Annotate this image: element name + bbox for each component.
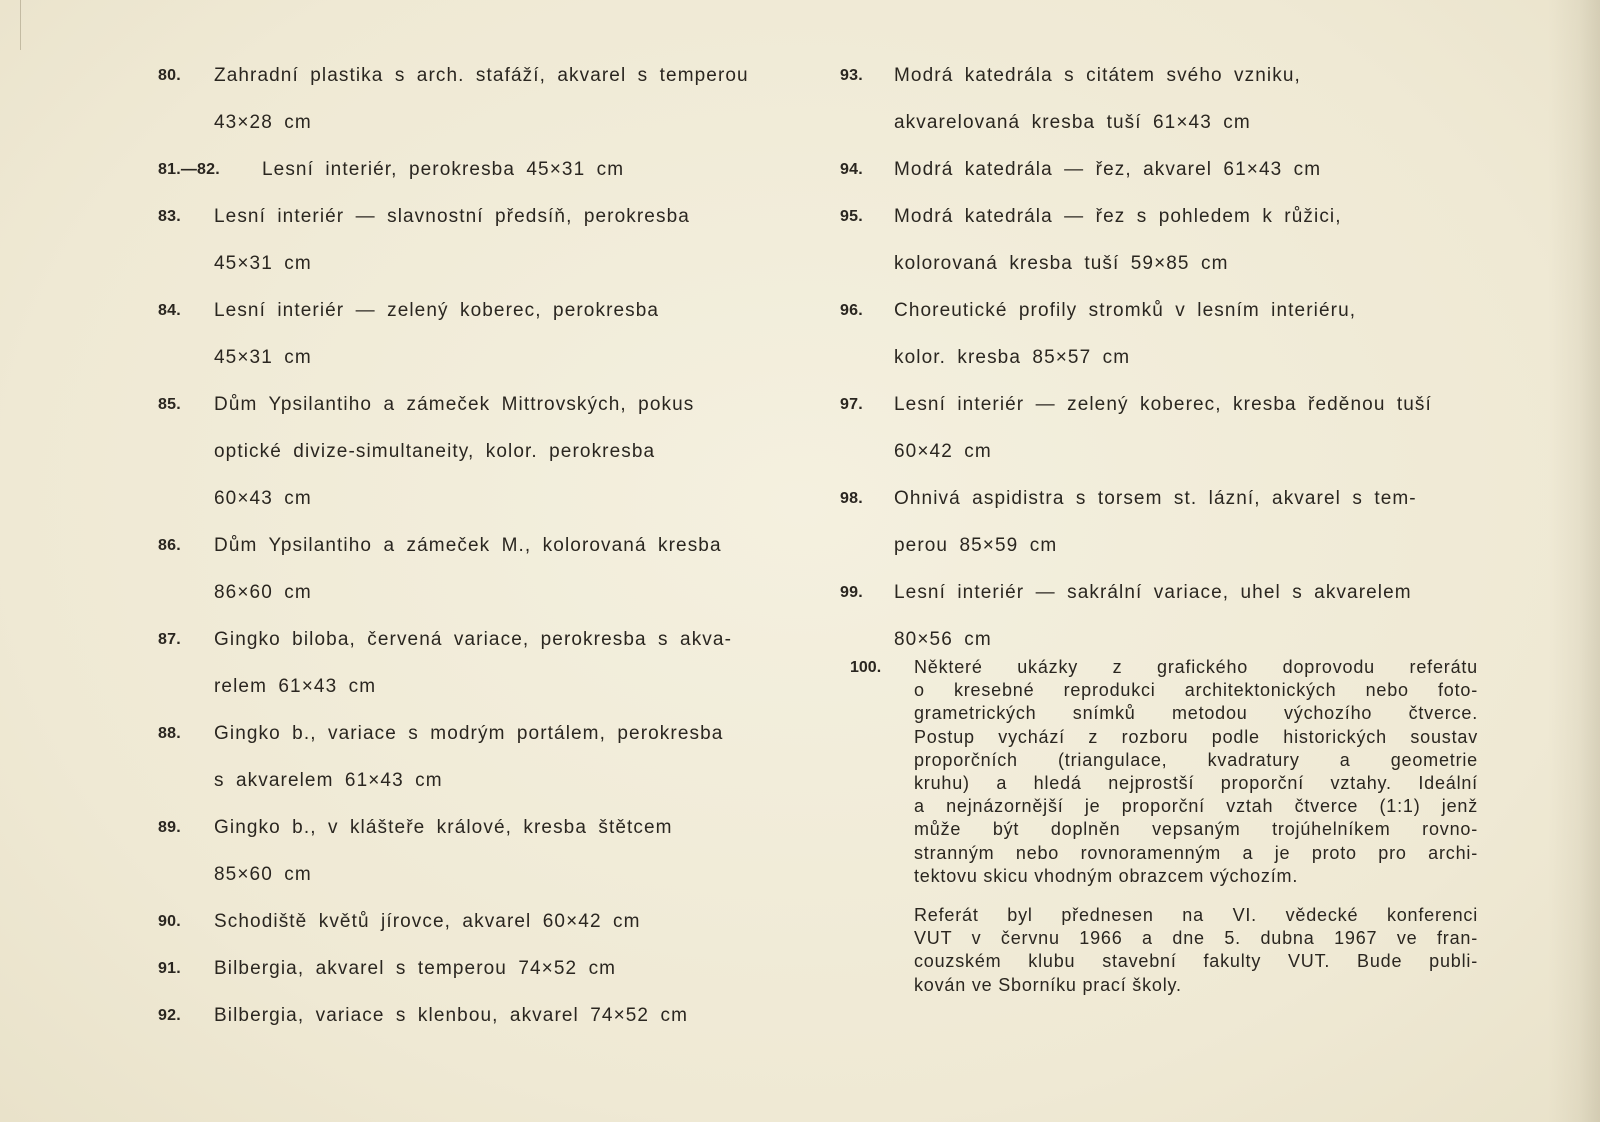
entry-number: 99. — [840, 584, 863, 601]
catalog-entry — [840, 475, 1480, 569]
entry-text-line: optické divize-simultaneity, kolor. perokresba — [214, 441, 656, 462]
entry-text-line: Gingko b., v klášteře králové, kresba štětcem — [214, 817, 673, 838]
entry-number: 90. — [158, 913, 181, 930]
page-edge-shadow — [1548, 0, 1600, 1122]
entry-number: 86. — [158, 537, 181, 554]
paragraph-line: kruhu) a hledá nejprostší proporční vztahy. Ideální — [914, 773, 1478, 794]
paragraph-line: a nejnázornější je proporční vztah čtverce (1:1) jenž — [914, 796, 1478, 817]
entry-number: 94. — [840, 161, 863, 178]
entry-text-line: Dům Ypsilantiho a zámeček Mittrovských, pokus — [214, 394, 695, 415]
entry-text-line: Choreutické profily stromků v lesním interiéru, — [894, 300, 1357, 321]
entry-number: 93. — [840, 67, 863, 84]
catalog-entry — [840, 52, 1480, 146]
entry-number: 98. — [840, 490, 863, 507]
catalog-column-left — [158, 52, 798, 1039]
catalog-entry — [158, 992, 798, 1039]
paragraph-line: kován ve Sborníku prací školy. — [914, 974, 1182, 995]
entry-text-line: 86×60 cm — [214, 582, 312, 603]
catalog-entry — [158, 146, 798, 193]
entry-text-line: perou 85×59 cm — [894, 535, 1058, 556]
entry-text-line: Schodiště květů jírovce, akvarel 60×42 cm — [214, 911, 641, 932]
entry-number: 84. — [158, 302, 181, 319]
paragraph-line: tektovu skicu vhodným obrazcem výchozím. — [914, 865, 1299, 886]
entry-text-line: 60×43 cm — [214, 488, 312, 509]
catalog-entry — [840, 146, 1480, 193]
entry-number: 100. — [850, 659, 882, 676]
entry-text-line: Bilbergia, variace s klenbou, akvarel 74×52 cm — [214, 1005, 689, 1026]
entry-text-line: akvarelovaná kresba tuší 61×43 cm — [894, 112, 1251, 133]
catalog-entry — [158, 898, 798, 945]
catalog-column-right — [840, 52, 1480, 663]
catalog-entry — [158, 522, 798, 616]
entry-text-line: Modrá katedrála — řez, akvarel 61×43 cm — [894, 159, 1322, 180]
entry-number: 88. — [158, 725, 181, 742]
catalog-entry — [158, 381, 798, 522]
entry-text-line: 45×31 cm — [214, 347, 312, 368]
catalog-entry — [158, 945, 798, 992]
entry-number: 85. — [158, 396, 181, 413]
entry-text-line: kolorovaná kresba tuší 59×85 cm — [894, 253, 1229, 274]
entry-text-line: Lesní interiér, perokresba 45×31 cm — [262, 159, 625, 180]
entry-number: 96. — [840, 302, 863, 319]
entry-text-line: Bilbergia, akvarel s temperou 74×52 cm — [214, 958, 617, 979]
paragraph-line: VUT v červnu 1966 a dne 5. dubna 1967 ve fran- — [914, 928, 1478, 949]
entry-number: 92. — [158, 1007, 181, 1024]
catalog-entry — [840, 193, 1480, 287]
entry-number: 81.—82. — [158, 161, 220, 178]
entry-number: 95. — [840, 208, 863, 225]
catalog-entry — [158, 52, 798, 146]
entry-text-line: 85×60 cm — [214, 864, 312, 885]
entry-text-line: Lesní interiér — zelený koberec, kresba ředěnou tuší — [894, 394, 1432, 415]
catalog-entry — [158, 193, 798, 287]
entry-text-line: Lesní interiér — zelený koberec, perokresba — [214, 300, 660, 321]
catalog-entry — [840, 569, 1480, 663]
catalog-entry — [840, 381, 1480, 475]
entry-text-line: relem 61×43 cm — [214, 676, 377, 697]
catalog-entry — [158, 710, 798, 804]
entry-text-line: Lesní interiér — sakrální variace, uhel s akvarelem — [894, 582, 1412, 603]
paragraph-line: může být doplněn vepsaným trojúhelníkem rovno- — [914, 819, 1478, 840]
entry-text-line: Lesní interiér — slavnostní předsíň, perokresba — [214, 206, 690, 227]
paragraph-line: Některé ukázky z grafického doprovodu referátu — [914, 657, 1478, 677]
entry-text-line: Dům Ypsilantiho a zámeček M., kolorovaná kresba — [214, 535, 722, 556]
entry-text-line: Gingko b., variace s modrým portálem, perokresba — [214, 723, 724, 744]
entry-number: 83. — [158, 208, 181, 225]
entry-number: 97. — [840, 396, 863, 413]
paragraph-line: Referát byl přednesen na VI. vědecké konferenci — [914, 905, 1478, 925]
entry-text-line: 60×42 cm — [894, 441, 992, 462]
conference-note — [914, 904, 1478, 997]
paragraph-line: couzském klubu stavební fakulty VUT. Bude publi- — [914, 951, 1478, 972]
catalog-entry — [840, 287, 1480, 381]
entry-number: 80. — [158, 67, 181, 84]
entry-text-line: Zahradní plastika s arch. stafáží, akvarel s temperou — [214, 65, 749, 86]
entry-number: 89. — [158, 819, 181, 836]
entry-text-line: Modrá katedrála s citátem svého vzniku, — [894, 65, 1301, 86]
entry-100-description — [914, 656, 1478, 888]
paragraph-line: stranným nebo rovnoramenným a je proto pro archi- — [914, 842, 1478, 863]
paragraph-line: Postup vychází z rozboru podle historických soustav — [914, 726, 1478, 747]
entry-text-line: Ohnivá aspidistra s torsem st. lázní, akvarel s tem- — [894, 488, 1417, 509]
entry-text-line: 80×56 cm — [894, 629, 992, 650]
page-edge-mark — [20, 0, 21, 50]
entry-number: 91. — [158, 960, 181, 977]
catalog-entry — [158, 287, 798, 381]
catalog-entry — [158, 616, 798, 710]
paragraph-line: proporčních (triangulace, kvadratury a geometrie — [914, 749, 1478, 770]
entry-text-line: s akvarelem 61×43 cm — [214, 770, 443, 791]
entry-text-line: 43×28 cm — [214, 112, 312, 133]
catalog-entry — [158, 804, 798, 898]
entry-text-line: Gingko biloba, červená variace, perokresba s akva- — [214, 629, 733, 650]
entry-text-line: Modrá katedrála — řez s pohledem k růžici, — [894, 206, 1342, 227]
entry-text-line: 45×31 cm — [214, 253, 312, 274]
entry-text-line: kolor. kresba 85×57 cm — [894, 347, 1131, 368]
paragraph-line: grametrických snímků metodou výchozího čtverce. — [914, 703, 1478, 724]
entry-number: 87. — [158, 631, 181, 648]
paragraph-line: o kresebné reprodukci architektonických nebo foto- — [914, 680, 1478, 701]
